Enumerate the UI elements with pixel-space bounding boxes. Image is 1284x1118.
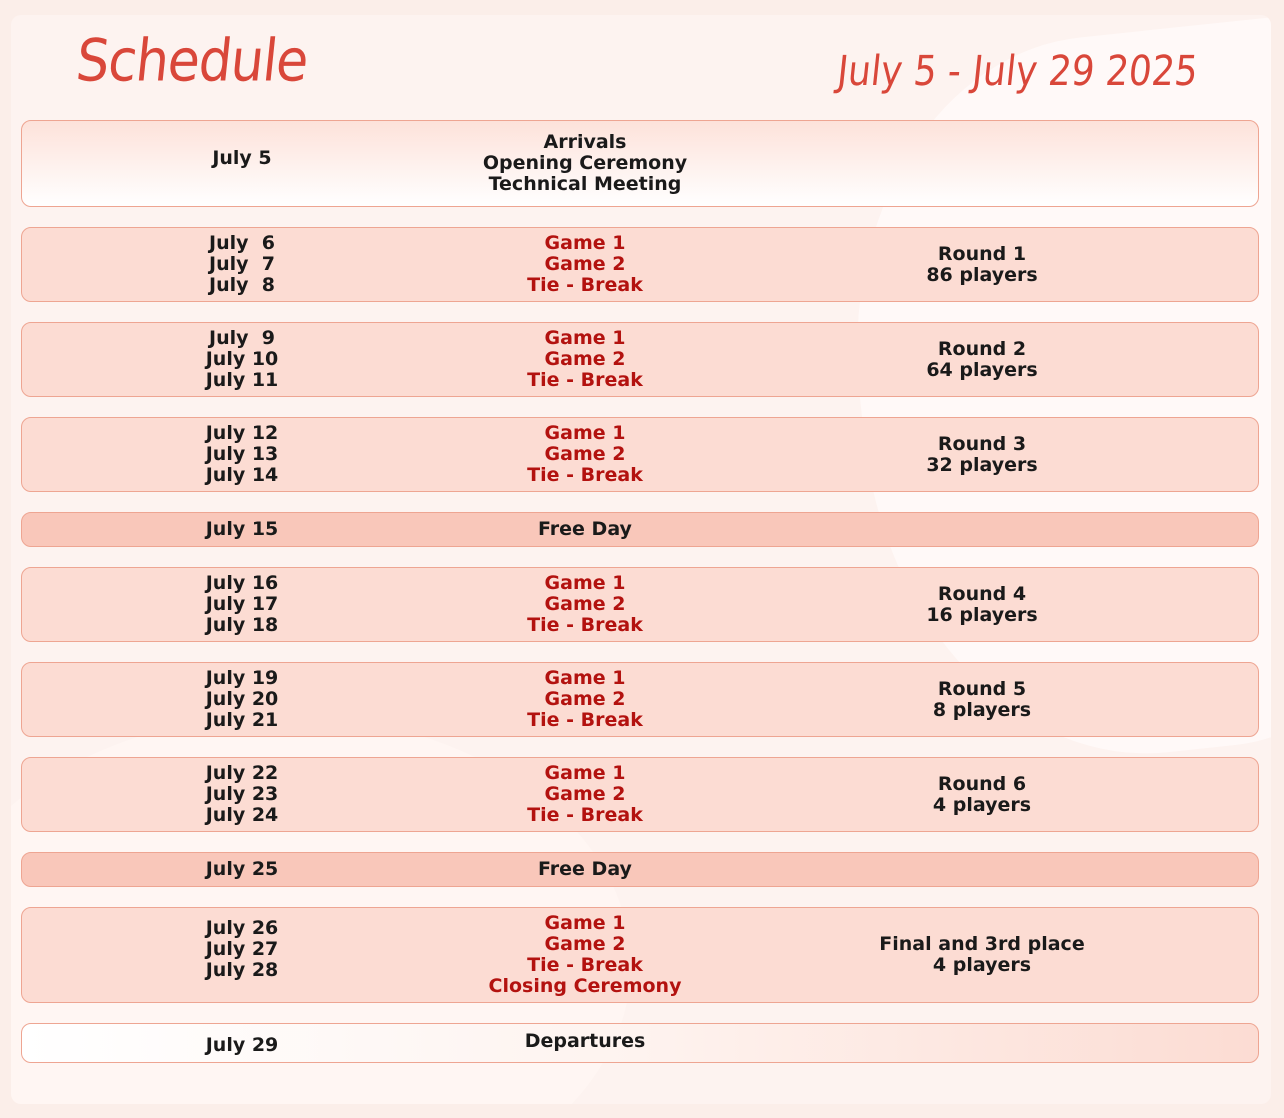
schedule-row — [21, 227, 1259, 302]
row-dates: July 25 — [205, 858, 279, 880]
row-events — [442, 418, 728, 491]
row-round: Round 4 16 players — [926, 582, 1038, 626]
row-round: Round 6 4 players — [932, 772, 1032, 816]
date-range: July 5 - July 29 2025 — [835, 48, 1200, 96]
event-line: Game 2 — [544, 253, 626, 275]
row-dates: July 12 July 13 July 14 — [205, 422, 279, 486]
row-dates: July 19 July 20 July 21 — [205, 667, 279, 731]
event-line: Tie - Break — [527, 954, 643, 976]
event-line: Opening Ceremony — [482, 152, 688, 174]
free-day-row — [21, 852, 1259, 887]
row-dates: July 9 July 10 July 11 — [205, 327, 279, 391]
event-line: Closing Ceremony — [488, 975, 682, 997]
event-line: Tie - Break — [527, 369, 643, 391]
row-events — [442, 853, 728, 886]
schedule-row — [21, 417, 1259, 492]
row-events — [442, 663, 728, 736]
row-events — [442, 513, 728, 546]
event-line: Tie - Break — [527, 804, 643, 826]
event-line: Game 2 — [544, 443, 626, 465]
row-events — [442, 568, 728, 641]
event-line: Arrivals — [543, 131, 627, 153]
page-title: Schedule — [72, 28, 311, 96]
schedule-row — [21, 757, 1259, 832]
row-dates: July 5 — [212, 147, 272, 169]
event-line: Game 1 — [544, 422, 626, 444]
schedule-row — [21, 662, 1259, 737]
event-line: Game 2 — [544, 688, 626, 710]
row-round: Round 3 32 players — [926, 432, 1038, 476]
event-line: Tie - Break — [527, 274, 643, 296]
event-line: Game 1 — [544, 572, 626, 594]
event-line: Free Day — [538, 858, 632, 880]
row-dates: July 29 — [205, 1033, 279, 1056]
event-line: Tie - Break — [527, 464, 643, 486]
row-dates: July 22 July 23 July 24 — [205, 762, 279, 826]
schedule-row — [21, 1023, 1259, 1063]
event-line: Tie - Break — [527, 614, 643, 636]
event-line: Game 2 — [544, 593, 626, 615]
row-events — [442, 1024, 728, 1058]
event-line: Game 2 — [544, 783, 626, 805]
schedule-row — [21, 907, 1259, 1003]
schedule-row — [21, 120, 1259, 207]
row-round: Round 1 86 players — [926, 242, 1038, 286]
event-line: Game 2 — [544, 348, 626, 370]
row-dates: July 15 — [205, 518, 279, 540]
event-line: Game 1 — [544, 667, 626, 689]
event-line: Free Day — [538, 518, 632, 540]
schedule-row — [21, 322, 1259, 397]
row-events — [442, 908, 728, 1002]
schedule-row — [21, 567, 1259, 642]
row-dates: July 6 July 7 July 8 — [209, 232, 275, 296]
row-dates: July 16 July 17 July 18 — [205, 572, 279, 636]
row-events — [442, 121, 728, 206]
row-round: Round 2 64 players — [926, 337, 1038, 381]
row-events — [442, 323, 728, 396]
event-line: Departures — [524, 1029, 646, 1052]
row-events — [442, 228, 728, 301]
event-line: Game 1 — [544, 912, 626, 934]
event-line: Game 1 — [544, 232, 626, 254]
row-round: Final and 3rd place 4 players — [879, 933, 1085, 976]
event-line: Tie - Break — [527, 709, 643, 731]
row-round: Round 5 8 players — [932, 677, 1032, 721]
event-line: Technical Meeting — [488, 173, 682, 195]
free-day-row — [21, 512, 1259, 547]
event-line: Game 1 — [544, 327, 626, 349]
event-line: Game 2 — [544, 933, 626, 955]
row-dates: July 26 July 27 July 28 — [205, 917, 279, 981]
row-events — [442, 758, 728, 831]
event-line: Game 1 — [544, 762, 626, 784]
